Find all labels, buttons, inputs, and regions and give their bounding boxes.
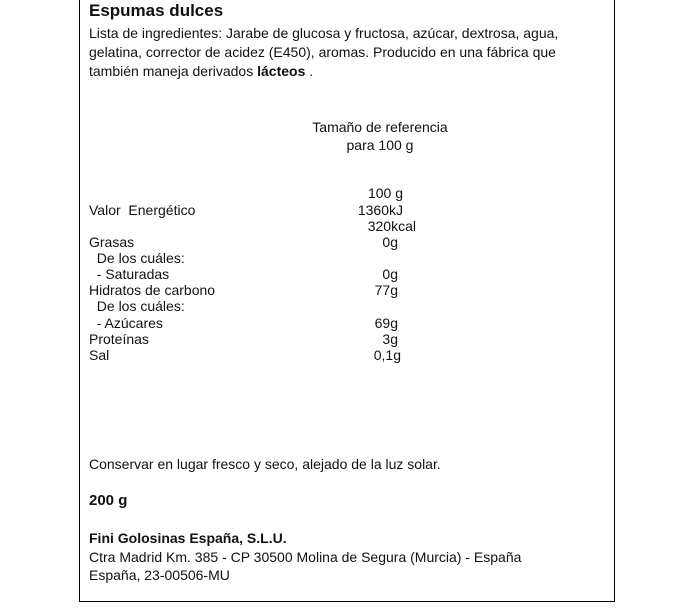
nutrient-label: De los cuáles: [89, 250, 185, 266]
ingredients-text: Lista de ingredientes: Jarabe de glucosa y fructosa, azúcar, dextrosa, agua, gelatina, corrector de acidez (E450), aromas. Producido en una fábrica que también maneja derivados [89, 25, 559, 79]
storage-instructions: Conservar en lugar fresco y seco, alejado de la luz solar. [89, 456, 441, 472]
company-address: Ctra Madrid Km. 385 - CP 30500 Molina de Segura (Murcia) - España [89, 549, 522, 565]
reference-size-line2: para 100 g [346, 137, 414, 153]
nutrient-label: - Azúcares [89, 315, 163, 331]
energy-kcal: 320kcal [367, 218, 416, 234]
nutrient-label: Grasas [89, 234, 135, 250]
nutrient-label: - Saturadas [89, 266, 170, 282]
reference-size-line1: Tamaño de referencia [312, 119, 448, 135]
nutrient-value: 77g [374, 282, 398, 298]
registry-number: España, 23-00506-MU [89, 567, 230, 583]
product-title: Espumas dulces [89, 1, 224, 20]
nutrient-value: 0,1g [373, 347, 401, 363]
energy-label: Valor Energético [89, 202, 196, 218]
nutrient-label: Hidratos de carbono [89, 282, 216, 298]
nutrient-value: 3g [382, 331, 398, 347]
ingredients-end: . [305, 63, 314, 79]
nutrient-label: Proteínas [89, 331, 149, 347]
nutrient-value: 69g [374, 315, 398, 331]
nutrient-value: 0g [382, 234, 398, 250]
nutrient-label: Sal [89, 347, 110, 363]
nutrient-value: 0g [382, 266, 398, 282]
nutrient-label: De los cuáles: [89, 298, 185, 314]
energy-kj: 1360kJ [357, 202, 403, 218]
net-weight: 200 g [89, 492, 128, 509]
ingredients-list [89, 24, 599, 81]
nutrition-header: 100 g [367, 185, 403, 201]
allergen-bold: lácteos [257, 63, 306, 79]
company-name: Fini Golosinas España, S.L.U. [89, 530, 287, 546]
